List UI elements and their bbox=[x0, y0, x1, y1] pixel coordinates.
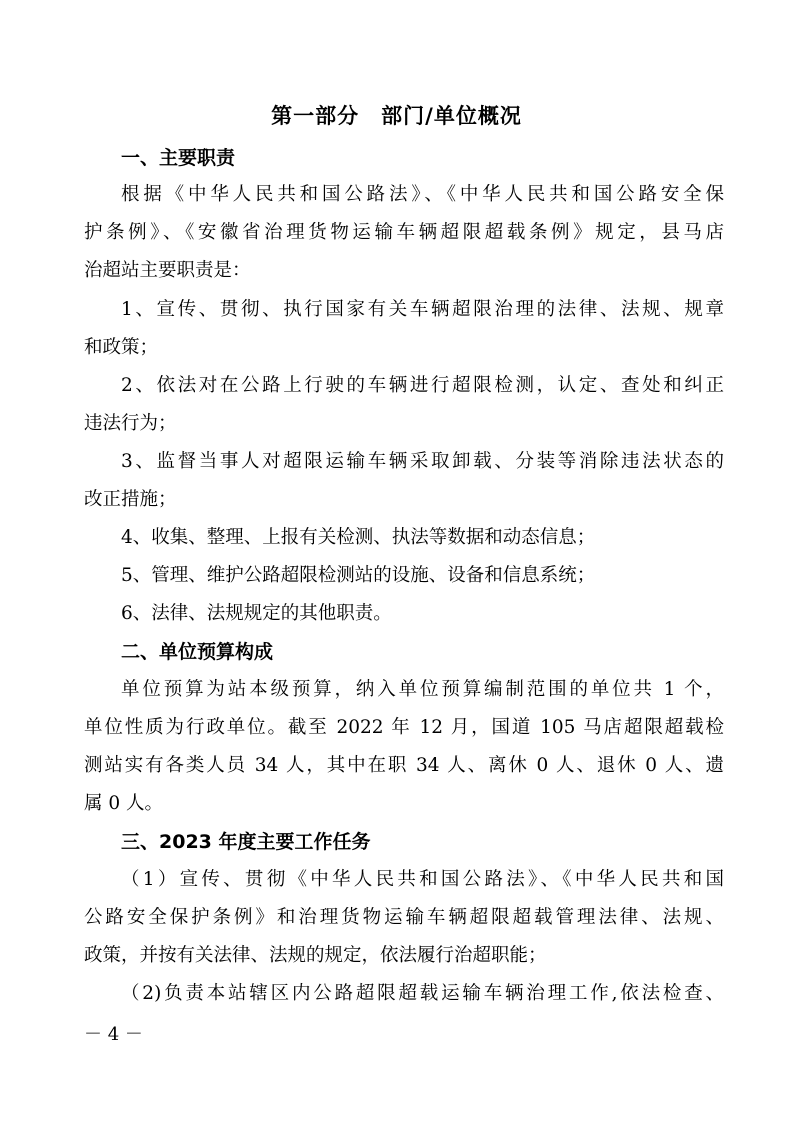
section-heading-duties: 一、主要职责 bbox=[121, 147, 236, 169]
page-number: － 4 － bbox=[84, 1024, 143, 1045]
paragraph-line: 属 0 人。 bbox=[84, 793, 164, 814]
duty-item-5: 5、管理、维护公路超限检测站的设施、设备和信息系统； bbox=[121, 565, 596, 586]
paragraph-line: （1）宣传、贯彻《中华人民共和国公路法》、《中华人民共和国 bbox=[121, 869, 724, 890]
paragraph-line: 单位预算为站本级预算，纳入单位预算编制范围的单位共 1 个， bbox=[121, 679, 724, 700]
paragraph-line: 公路安全保护条例》和治理货物运输车辆超限超载管理法律、法规、 bbox=[84, 907, 724, 928]
duty-item-2-cont: 违法行为； bbox=[84, 413, 177, 434]
duty-item-3: 3、监督当事人对超限运输车辆采取卸载、分装等消除违法状态的 bbox=[121, 451, 724, 472]
paragraph-line: 根据《中华人民共和国公路法》、《中华人民共和国公路安全保 bbox=[121, 184, 724, 205]
section-heading-budget: 二、单位预算构成 bbox=[121, 641, 274, 663]
duty-item-6: 6、法律、法规规定的其他职责。 bbox=[121, 603, 392, 624]
page-title: 第一部分 部门/单位概况 bbox=[271, 104, 522, 128]
duty-item-2: 2、依法对在公路上行驶的车辆进行超限检测，认定、查处和纠正 bbox=[121, 375, 724, 396]
paragraph-line: 护条例》、《安徽省治理货物运输车辆超限超载条例》规定，县马店 bbox=[84, 222, 724, 243]
paragraph-line: 单位性质为行政单位。截至 2022 年 12 月，国道 105 马店超限超载检 bbox=[84, 717, 724, 738]
paragraph-line: 测站实有各类人员 34 人，其中在职 34 人、离休 0 人、退休 0 人、遗 bbox=[84, 755, 724, 776]
duty-item-3-cont: 改正措施； bbox=[84, 489, 177, 510]
section-heading-tasks: 三、2023 年度主要工作任务 bbox=[121, 831, 371, 853]
duty-item-1: 1、宣传、贯彻、执行国家有关车辆超限治理的法律、法规、规章 bbox=[121, 299, 724, 320]
paragraph-line: 治超站主要职责是： bbox=[84, 260, 251, 281]
duty-item-1-cont: 和政策； bbox=[84, 337, 159, 358]
paragraph-line: 政策，并按有关法律、法规的规定，依法履行治超职能； bbox=[84, 945, 547, 966]
duty-item-4: 4、收集、整理、上报有关检测、执法等数据和动态信息； bbox=[121, 527, 596, 548]
paragraph-line: （2)负责本站辖区内公路超限超载运输车辆治理工作,依法检查、 bbox=[121, 983, 724, 1004]
